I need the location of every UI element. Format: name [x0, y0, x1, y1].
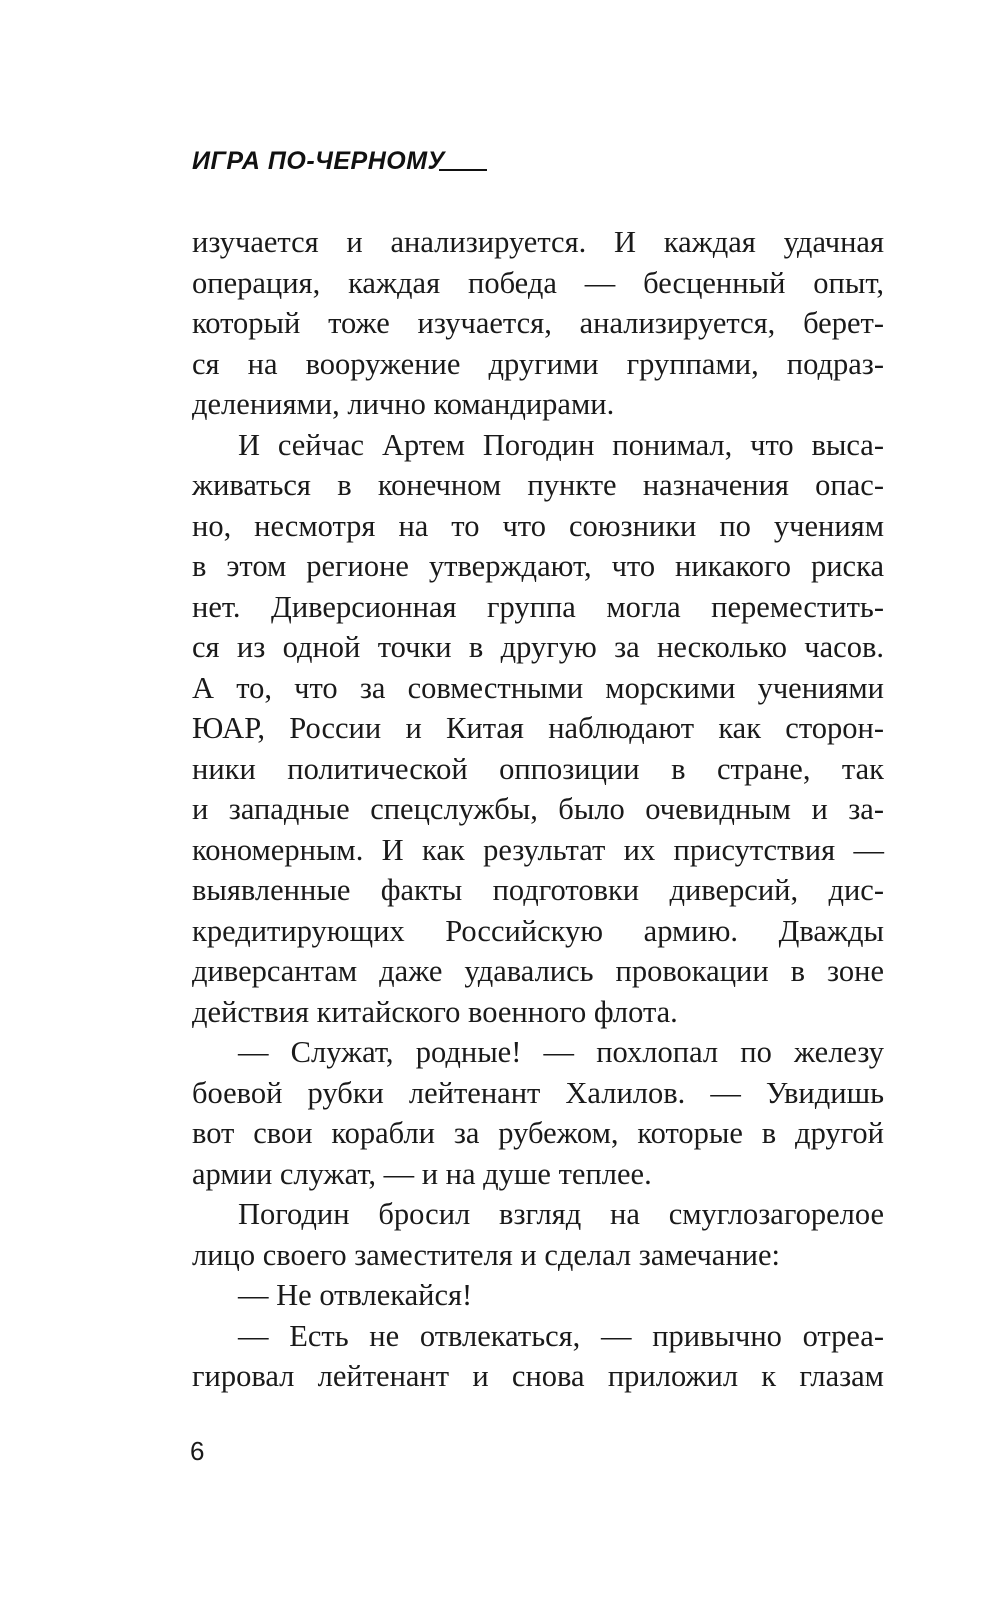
- text-line: ЮАР, России и Китая наблюдают как сторон-: [192, 711, 884, 745]
- text-line: вот свои корабли за рубежом, которые в другой: [192, 1116, 884, 1150]
- text-line: И сейчас Артем Погодин понимал, что выса-: [238, 427, 884, 462]
- text-line: боевой рубки лейтенант Халилов. — Увидишь: [192, 1075, 884, 1110]
- text-line: — Служат, родные! — похлопал по железу: [238, 1035, 884, 1069]
- text-line: живаться в конечном пункте назначения опас-: [192, 468, 884, 502]
- text-line: нет. Диверсионная группа могла переместить-: [192, 589, 884, 624]
- text-line: диверсантам даже удавались провокации в зоне: [192, 954, 884, 988]
- text-line: лицо своего заместителя и сделал замечание:: [192, 1237, 780, 1272]
- text-line: но, несмотря на то что союзники по учениям: [192, 508, 884, 543]
- text-line: изучается и анализируется. И каждая удачная: [192, 225, 884, 259]
- text-line: операция, каждая победа — бесценный опыт,: [192, 265, 884, 300]
- text-line: в этом регионе утверждают, что никакого риска: [192, 549, 884, 583]
- text-line: и западные спецслужбы, было очевидным и за-: [192, 792, 884, 826]
- text-line: ся из одной точки в другую за несколько часов.: [192, 630, 884, 664]
- page-number: 6: [190, 1436, 205, 1466]
- text-line: выявленные факты подготовки диверсий, дис-: [192, 873, 884, 907]
- running-title: ИГРА ПО-ЧЕРНОМУ: [192, 147, 445, 175]
- text-line: кономерным. И как результат их присутствия —: [192, 832, 884, 867]
- text-line: — Есть не отвлекаться, — привычно отреа-: [238, 1318, 884, 1353]
- running-head-rule: [439, 169, 487, 171]
- text-line: делениями, лично командирами.: [192, 387, 615, 421]
- text-line: гировал лейтенант и снова приложил к глазам: [192, 1359, 884, 1393]
- text-line: действия китайского военного флота.: [192, 994, 678, 1029]
- text-line: армии служат, — и на душе теплее.: [192, 1156, 652, 1191]
- text-line: кредитирующих Российскую армию. Дважды: [192, 913, 884, 948]
- text-line: который тоже изучается, анализируется, берет-: [192, 306, 884, 340]
- text-line: А то, что за совместными морскими учениями: [192, 670, 884, 705]
- body-text: [192, 222, 884, 1397]
- text-line: ся на вооружение другими группами, подраз-: [192, 346, 884, 381]
- text-line: — Не отвлекайся!: [238, 1278, 473, 1312]
- running-head: [192, 147, 487, 176]
- text-line: ники политической оппозиции в стране, так: [192, 751, 884, 786]
- text-line: Погодин бросил взгляд на смуглозагорелое: [238, 1197, 884, 1231]
